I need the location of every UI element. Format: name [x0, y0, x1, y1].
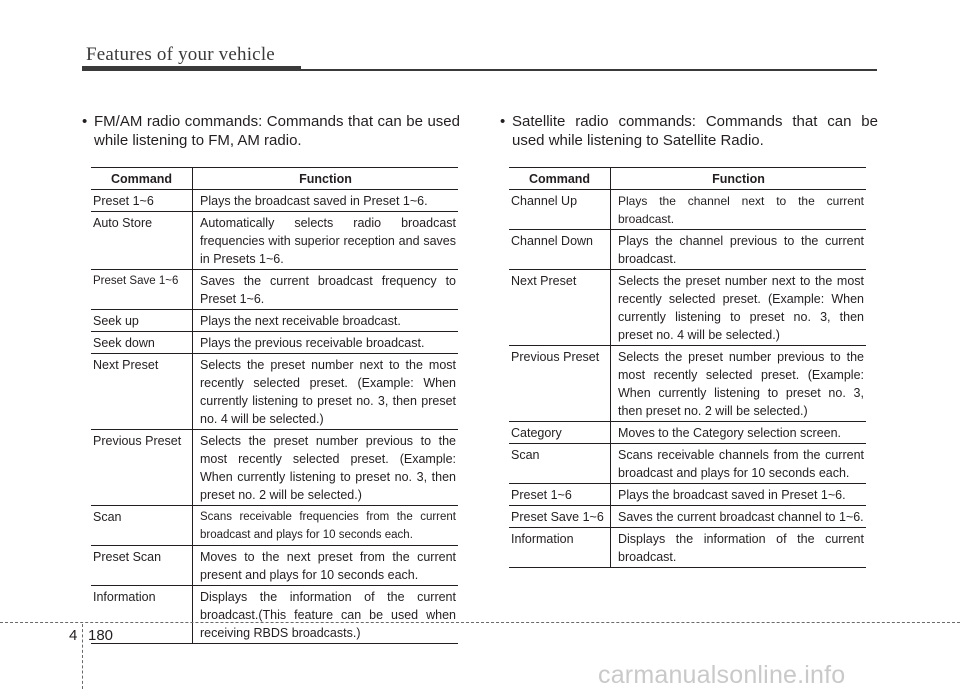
function-cell: Moves to the Category selection screen.	[611, 422, 867, 444]
fm-am-intro	[82, 112, 460, 150]
table-row	[509, 444, 866, 484]
table-header-row	[91, 168, 458, 190]
right-column	[500, 112, 878, 568]
footer-divider	[82, 624, 83, 689]
chapter-number: 4	[69, 627, 78, 644]
table-row	[509, 190, 866, 230]
command-cell: Information	[509, 528, 611, 568]
command-cell: Preset 1~6	[91, 190, 193, 212]
function-cell: Selects the preset number previous to the most recently selected preset. (Example: When currently listening to preset no. 3, then preset no. 2 will be selected.)	[611, 346, 867, 422]
function-cell: Moves to the next preset from the current present and plays for 10 seconds each.	[193, 546, 459, 586]
command-column-header: Command	[91, 168, 193, 190]
table-row	[509, 506, 866, 528]
command-cell: Channel Up	[509, 190, 611, 230]
bullet-icon: •	[500, 113, 506, 130]
function-column-header: Function	[611, 168, 867, 190]
command-cell: Next Preset	[509, 270, 611, 346]
table-row	[509, 270, 866, 346]
table-row	[91, 212, 458, 270]
command-cell: Preset Scan	[91, 546, 193, 586]
function-cell: Selects the preset number next to the most recently selected preset. (Example: When currently listening to preset no. 3, then preset no. 4 will be selected.)	[611, 270, 867, 346]
command-cell: Channel Down	[509, 230, 611, 270]
table-row	[91, 310, 458, 332]
header-rule-thin	[301, 69, 877, 71]
function-cell: Plays the broadcast saved in Preset 1~6.	[611, 484, 867, 506]
command-cell: Scan	[509, 444, 611, 484]
watermark-text[interactable]: carmanualsonline.info	[598, 661, 846, 689]
function-cell: Scans receivable channels from the current broadcast and plays for 10 seconds each.	[611, 444, 867, 484]
command-cell: Preset Save 1~6	[91, 270, 193, 310]
function-cell: Automatically selects radio broadcast frequencies with superior reception and saves in Presets 1~6.	[193, 212, 459, 270]
command-cell: Category	[509, 422, 611, 444]
function-cell: Plays the next receivable broadcast.	[193, 310, 459, 332]
table-row	[91, 586, 458, 644]
function-cell: Plays the channel next to the current broadcast.	[611, 190, 867, 230]
command-cell: Next Preset	[91, 354, 193, 430]
command-cell: Previous Preset	[509, 346, 611, 422]
command-cell: Seek down	[91, 332, 193, 354]
command-cell: Scan	[91, 506, 193, 546]
fm-am-command-table	[91, 167, 458, 644]
page-header-title: Features of your vehicle	[86, 44, 275, 65]
table-row	[91, 506, 458, 546]
table-row	[91, 430, 458, 506]
table-row	[91, 332, 458, 354]
satellite-intro-text: Satellite radio commands: Commands that can be used while listening to Satellite Radio.	[512, 113, 878, 149]
fm-am-intro-text: FM/AM radio commands: Commands that can be used while listening to FM, AM radio.	[94, 113, 460, 149]
header-rule-thick	[82, 66, 301, 71]
function-cell: Plays the channel previous to the current broadcast.	[611, 230, 867, 270]
function-cell: Scans receivable frequencies from the current broadcast and plays for 10 seconds each.	[193, 506, 459, 546]
function-cell: Displays the information of the current broadcast.	[611, 528, 867, 568]
footer-rule	[0, 622, 960, 623]
table-row	[509, 528, 866, 568]
function-cell: Selects the preset number previous to the most recently selected preset. (Example: When currently listening to preset no. 3, then preset no. 2 will be selected.)	[193, 430, 459, 506]
table-row	[91, 190, 458, 212]
table-header-row	[509, 168, 866, 190]
page-number: 180	[88, 627, 114, 644]
table-row	[509, 422, 866, 444]
command-cell: Previous Preset	[91, 430, 193, 506]
function-cell: Displays the information of the current broadcast.(This feature can be used when receiving RBDS broadcasts.)	[193, 586, 459, 644]
function-cell: Plays the broadcast saved in Preset 1~6.	[193, 190, 459, 212]
command-cell: Seek up	[91, 310, 193, 332]
satellite-command-table	[509, 167, 866, 568]
command-cell: Auto Store	[91, 212, 193, 270]
function-cell: Saves the current broadcast frequency to Preset 1~6.	[193, 270, 459, 310]
left-column	[82, 112, 460, 644]
table-row	[509, 346, 866, 422]
table-row	[91, 546, 458, 586]
table-row	[509, 230, 866, 270]
table-row	[91, 354, 458, 430]
function-column-header: Function	[193, 168, 459, 190]
function-cell: Selects the preset number next to the most recently selected preset. (Example: When currently listening to preset no. 3, then preset no. 4 will be selected.)	[193, 354, 459, 430]
table-row	[509, 484, 866, 506]
table-row	[91, 270, 458, 310]
command-cell: Information	[91, 586, 193, 644]
command-cell: Preset 1~6	[509, 484, 611, 506]
command-cell: Preset Save 1~6	[509, 506, 611, 528]
bullet-icon: •	[82, 113, 88, 130]
satellite-intro	[500, 112, 878, 150]
function-cell: Plays the previous receivable broadcast.	[193, 332, 459, 354]
function-cell: Saves the current broadcast channel to 1~6.	[611, 506, 867, 528]
command-column-header: Command	[509, 168, 611, 190]
